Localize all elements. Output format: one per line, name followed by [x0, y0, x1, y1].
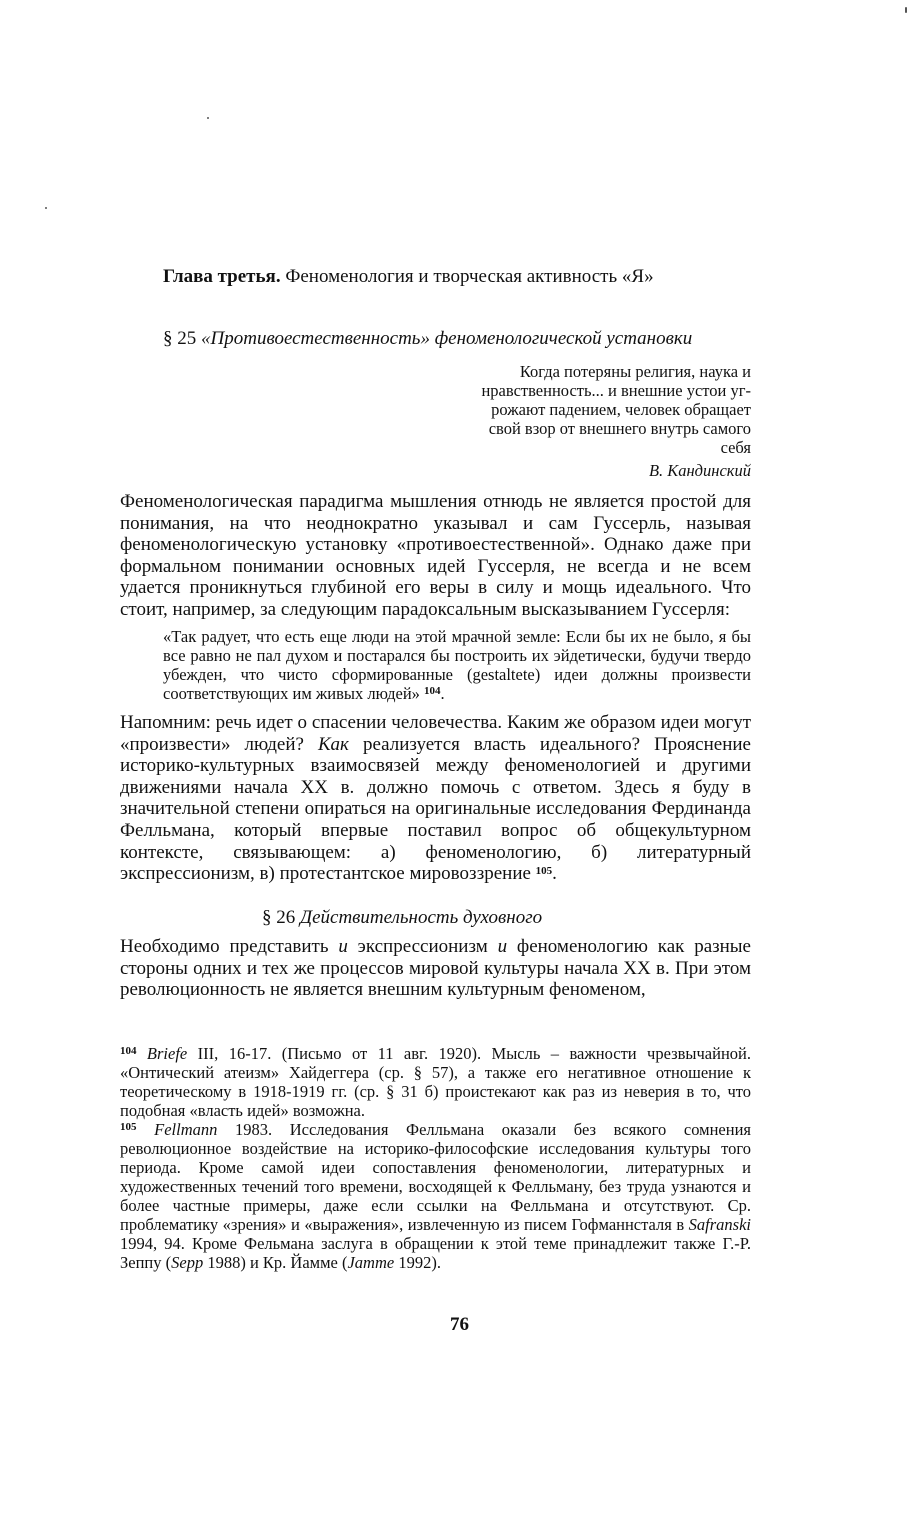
- section-title: Действительность духовного: [300, 907, 543, 928]
- body-paragraph: [120, 936, 751, 1001]
- paragraph-text: феноменологию как разные стороны одних и тех же процессов мировой культуры начала XX в. При этом революционность не является внешним культурным феноменом,: [120, 936, 751, 1001]
- footnote-source: Safranski: [688, 1215, 751, 1234]
- footnote-text: 1992).: [394, 1253, 441, 1272]
- epigraph: [411, 362, 751, 457]
- emphasis: и: [338, 936, 348, 957]
- paragraph-text: реализуется власть идеального? Прояснение историко-культурных взаимосвязей между феноменологией и другими движениями начала XX в. должно помочь с ответом. Здесь я буду в значительной степени опираться на оригинальные исследования Фердинанда Фелльмана, который впервые поставил вопрос об общекультурном контексте, связывающем: а) феноменологию, б) литературный экспрессионизм, в) протестантское мировоззрение: [120, 733, 751, 885]
- chapter-title: Феноменология и творческая активность «Я»: [285, 266, 654, 287]
- body-paragraph: Феноменологическая парадигма мышления отнюдь не является простой для понимания, на что неоднократно указывал и сам Гуссерль, называя феноменологическую установку «противоестественной». Однако даже при формальном понимании основных идей Гуссерля, не всегда и не всем удается проникнуться глубиной его веры в силу и мощь идеального. Что стоит, например, за следующим парадоксальным высказыванием Гуссерля:: [120, 491, 751, 620]
- footnote-ref[interactable]: 104: [424, 685, 441, 697]
- footnote-source: Sepp: [171, 1253, 204, 1272]
- quote-text: «Так радует, что есть еще люди на этой мрачной земле: Если бы их не было, я бы все равно не пал духом и постарался бы построить их эйдетически, будучи твердо убежден, что чисто сформированные (gestaltete) идеи должны произвести соответствующих им живых людей»: [163, 627, 751, 703]
- epigraph-line: свой взор от внешнего внутрь самого: [488, 419, 751, 438]
- footnote-source: Jamme: [347, 1253, 395, 1272]
- footnote-number: 104: [120, 1045, 137, 1057]
- scan-speck: [207, 117, 209, 119]
- footnote-text: III, 16-17. (Письмо от 11 авг. 1920). Мысль – важности чрезвычайной. «Онтический атеизм» Хайдеггера (ср. § 57), а также его негативное отношение к теоретическому в 1918-1919 гг. (ср. § 31 б) проистекают как раз из неверия в то, что подобная «власть идей» возможна.: [120, 1044, 751, 1120]
- footnote-text: 1994, 94. Кроме Фельмана заслуга в обращении к этой теме принадлежит также Г.-Р. Зеппу (: [120, 1234, 751, 1272]
- footnote: [120, 1120, 751, 1272]
- footnote-text: 1988) и Кр. Йамме (: [203, 1253, 348, 1272]
- epigraph-line: рожают падением, человек обращает: [491, 400, 751, 419]
- emphasis: и: [497, 936, 508, 957]
- quote-period: .: [440, 684, 445, 703]
- section-number: § 26: [262, 907, 296, 928]
- emphasis: Как: [317, 733, 349, 755]
- chapter-heading: [163, 266, 654, 288]
- footnote-source: Fellmann: [154, 1120, 218, 1139]
- footnote-ref[interactable]: 105: [535, 865, 553, 878]
- paragraph-text: экспрессионизм: [347, 936, 498, 957]
- footnote-text: 1983. Исследования Фелльмана оказали без всякого сомнения революционное воздействие на историко-философские исследования культуры того периода. Кроме самой идеи сопоставления феноменологии, литературных и художественных течений того времени, восходящей к Фелльману, без труда узнаются и более частные примеры, даже если ссылки на Фелльмана и отсутствуют. Ср. проблематику «зрения» и «выражения», извлеченную из писем Гофманнсталя в: [120, 1120, 752, 1234]
- paragraph-period: .: [552, 863, 557, 885]
- epigraph-line: нравственность... и внешние устои уг-: [481, 381, 751, 400]
- footnote-source: Briefe: [146, 1044, 188, 1063]
- scan-speck: [905, 7, 907, 13]
- block-quote: [163, 627, 751, 703]
- section-number: § 25: [163, 328, 197, 349]
- paragraph-text: Напомним: речь идет о спасении человечества. Каким же образом идеи могут «произвести» людей?: [120, 712, 751, 755]
- body-paragraph: [120, 712, 751, 885]
- page-number: 76: [450, 1314, 469, 1335]
- section-title: «Противоестественность» феноменологической установки: [201, 328, 693, 349]
- epigraph-line: Когда потеряны религия, наука и: [519, 362, 751, 381]
- chapter-label: Глава третья.: [163, 266, 281, 287]
- footnote: [120, 1044, 751, 1120]
- footnote-number: 105: [120, 1121, 137, 1133]
- epigraph-author: В. Кандинский: [648, 461, 751, 480]
- paragraph-text: Необходимо представить: [120, 936, 339, 957]
- scan-speck: [45, 207, 47, 209]
- section-heading: [163, 328, 692, 350]
- section-heading: [262, 907, 542, 929]
- epigraph-line: себя: [720, 438, 751, 457]
